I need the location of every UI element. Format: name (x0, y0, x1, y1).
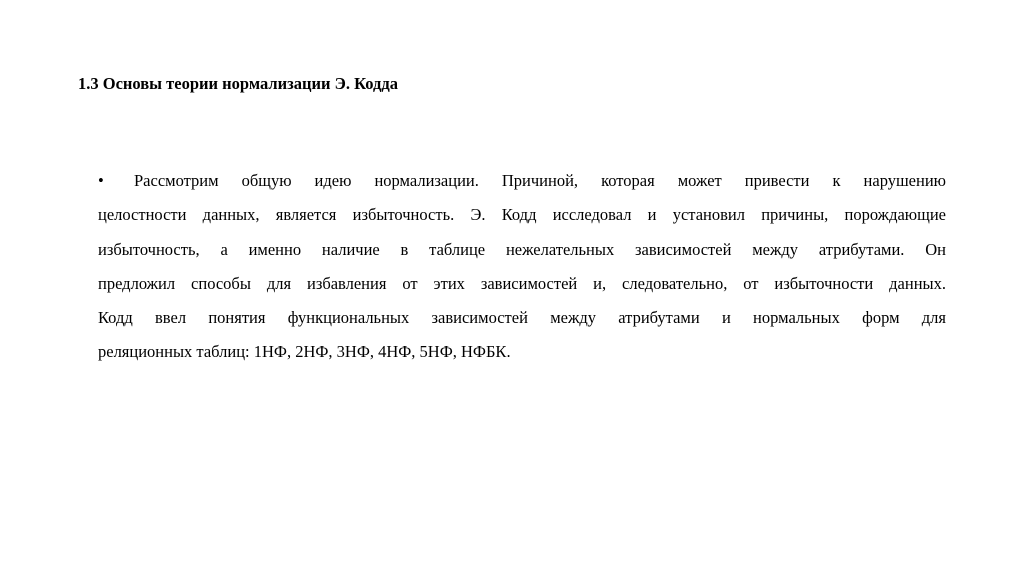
paragraph-line-4: предложил способы для избавления от этих зависимостей и, следовательно, от избыточности данных. (98, 273, 946, 293)
paragraph-line-5: Кодд ввел понятия функциональных зависимостей между атрибутами и нормальных форм для (98, 308, 946, 328)
paragraph-line-text: Рассмотрим общую идею нормализации. Причиной, которая может привести к нарушению (134, 171, 946, 190)
paragraph-line-2: целостности данных, является избыточность. Э. Кодд исследовал и установил причины, порождающие (98, 205, 946, 225)
section-heading: 1.3 Основы теории нормализации Э. Кодда (78, 74, 398, 93)
paragraph-line-6: реляционных таблиц: 1НФ, 2НФ, 3НФ, 4НФ, 5НФ, НФБК. (98, 342, 511, 362)
paragraph-line-1 (98, 164, 946, 198)
bullet-icon: • (98, 171, 104, 190)
paragraph-line-3: избыточность, а именно наличие в таблице нежелательных зависимостей между атрибутами. Он (98, 239, 946, 259)
body-paragraph (98, 164, 946, 370)
